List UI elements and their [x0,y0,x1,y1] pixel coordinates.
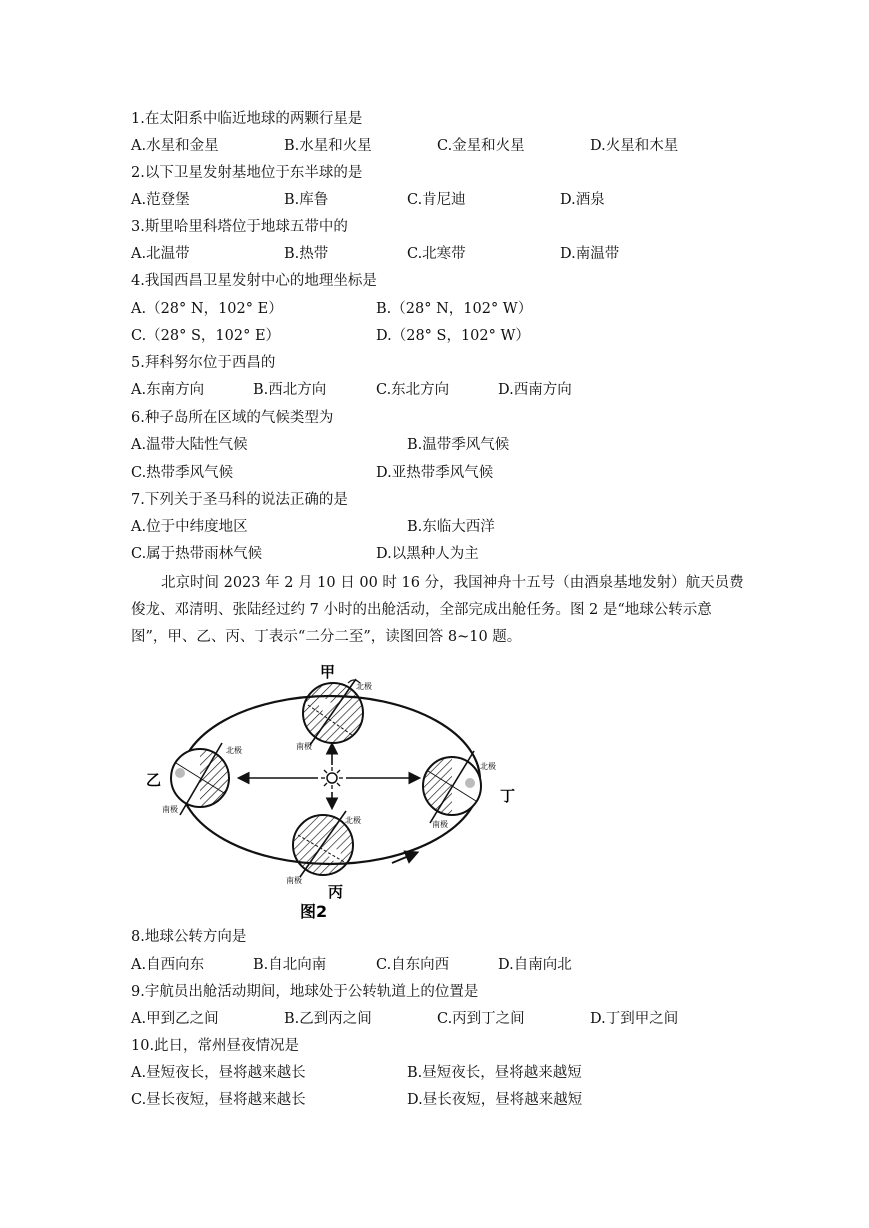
question-3-stem: 3.斯里哈里科塔位于地球五带中的 [131,219,348,235]
figure-caption: 图2 [300,902,328,921]
question-8-stem: 8.地球公转方向是 [131,929,247,945]
question-1-option-c: C.金星和火星 [437,138,525,154]
question-6-stem: 6.种子岛所在区域的气候类型为 [131,410,334,426]
question-5-option-d: D.西南方向 [498,382,572,398]
earth-revolution-diagram [140,655,540,925]
label-jia: 甲 [320,663,336,681]
question-9-stem: 9.宇航员出舱活动期间，地球处于公转轨道上的位置是 [131,984,479,1000]
earth-position-bing [293,811,353,877]
question-2-option-d: D.酒泉 [560,192,605,208]
question-10-option-b: B.昼短夜长，昼将越来越短 [407,1065,582,1081]
question-4-option-b: B.（28° N，102° W） [376,301,533,317]
earth-position-jia [303,679,363,745]
passage-line-3: 图”，甲、乙、丙、丁表示“二分二至”，读图回答 8~10 题。 [131,629,522,645]
question-7-option-b: B.东临大西洋 [407,519,495,535]
earth-position-ding [423,751,481,823]
north-pole-label-ding: 北极 [480,762,496,771]
question-2-stem: 2.以下卫星发射基地位于东半球的是 [131,165,363,181]
question-7-option-c: C.属于热带雨林气候 [131,546,263,562]
question-9-option-a: A.甲到乙之间 [131,1011,219,1027]
north-pole-label-bing: 北极 [345,816,361,825]
question-6-option-c: C.热带季风气候 [131,465,234,481]
south-pole-label-jia: 南极 [296,742,312,751]
question-5-option-b: B.西北方向 [253,382,327,398]
label-ding: 丁 [500,787,516,805]
question-8-option-d: D.自南向北 [498,957,572,973]
question-7-option-a: A.位于中纬度地区 [131,519,248,535]
question-6-option-d: D.亚热带季风气候 [376,465,494,481]
label-bing: 丙 [328,883,344,901]
passage-line-2: 俊龙、邓清明、张陆经过约 7 小时的出舱活动，全部完成出舱任务。图 2 是“地球公转示意 [131,602,712,618]
question-6-option-a: A.温带大陆性气候 [131,437,248,453]
question-8-option-b: B.自北向南 [253,957,327,973]
question-3-option-b: B.热带 [284,246,329,262]
question-8-option-c: C.自东向西 [376,957,450,973]
sun-rays-arrows [240,745,418,807]
question-7-stem: 7.下列关于圣马科的说法正确的是 [131,492,348,508]
question-4-option-d: D.（28° S，102° W） [376,328,530,344]
question-10-option-c: C.昼长夜短，昼将越来越长 [131,1092,306,1108]
question-2-option-a: A.范登堡 [131,192,190,208]
question-2-option-c: C.肯尼迪 [407,192,466,208]
question-4-option-a: A.（28° N，102° E） [131,301,283,317]
south-pole-label-ding: 南极 [432,820,448,829]
question-1-option-a: A.水星和金星 [131,138,219,154]
question-5-option-a: A.东南方向 [131,382,205,398]
south-pole-label-bing: 南极 [286,876,302,885]
north-pole-label-yi: 北极 [226,746,242,755]
question-3-option-a: A.北温带 [131,246,190,262]
question-9-option-d: D.丁到甲之间 [590,1011,679,1027]
earth-position-yi [171,743,229,815]
question-3-option-d: D.南温带 [560,246,620,262]
question-9-option-b: B.乙到丙之间 [284,1011,372,1027]
question-3-option-c: C.北寒带 [407,246,466,262]
question-4-stem: 4.我国西昌卫星发射中心的地理坐标是 [131,273,377,289]
question-10-option-d: D.昼长夜短，昼将越来越短 [407,1092,583,1108]
question-2-option-b: B.库鲁 [284,192,329,208]
question-10-option-a: A.昼短夜长，昼将越来越长 [131,1065,306,1081]
question-1-option-d: D.火星和木星 [590,138,679,154]
passage-line-1: 北京时间 2023 年 2 月 10 日 00 时 16 分，我国神舟十五号（由酒泉基地发射）航天员费 [161,575,744,591]
sun-icon [321,767,343,789]
question-1-stem: 1.在太阳系中临近地球的两颗行星是 [131,111,363,127]
question-4-option-c: C.（28° S，102° E） [131,328,281,344]
question-6-option-b: B.温带季风气候 [407,437,510,453]
question-7-option-d: D.以黑种人为主 [376,546,479,562]
question-1-option-b: B.水星和火星 [284,138,372,154]
question-5-option-c: C.东北方向 [376,382,450,398]
question-5-stem: 5.拜科努尔位于西昌的 [131,355,276,371]
north-pole-label-jia: 北极 [356,682,372,691]
label-yi: 乙 [146,771,162,789]
south-pole-label-yi: 南极 [162,805,178,814]
question-8-option-a: A.自西向东 [131,957,205,973]
question-9-option-c: C.丙到丁之间 [437,1011,525,1027]
question-10-stem: 10.此日，常州昼夜情况是 [131,1038,300,1054]
